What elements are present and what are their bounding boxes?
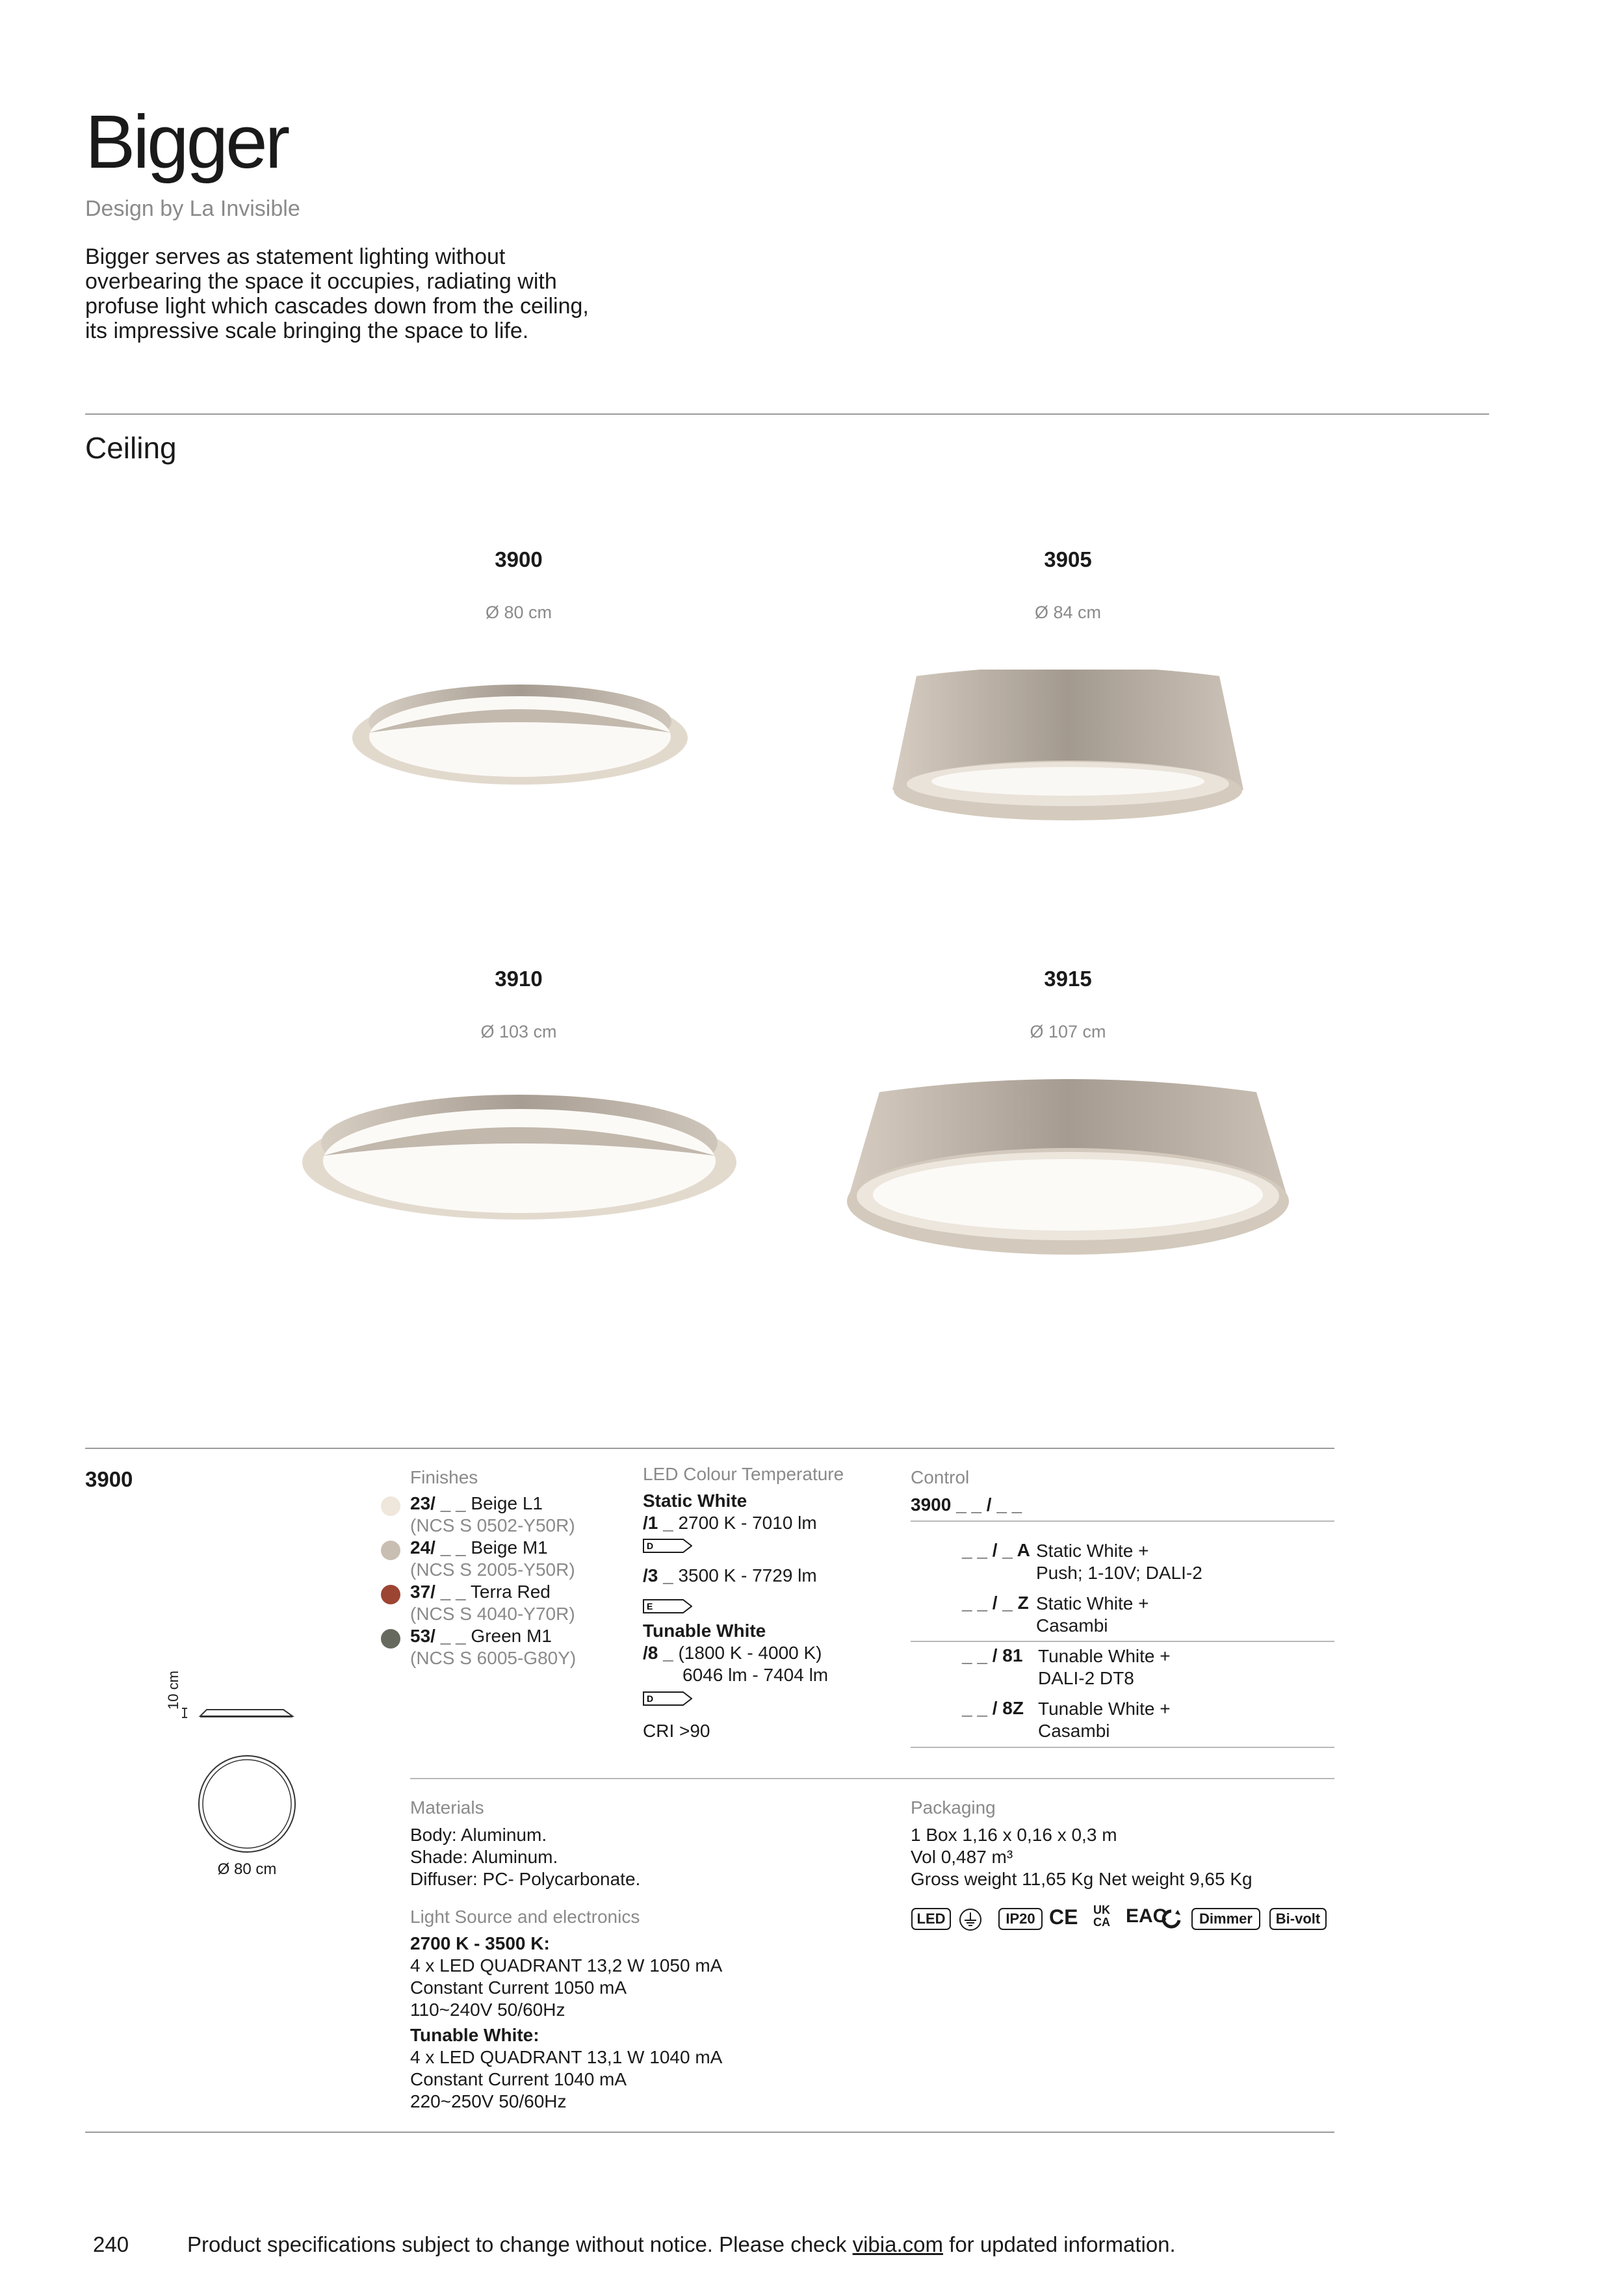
light-source-static-title: 2700 K - 3500 K: bbox=[410, 1933, 550, 1953]
ukca-top: UK bbox=[1093, 1903, 1110, 1916]
material-shade: Shade: Aluminum. bbox=[410, 1847, 558, 1867]
section-title: Ceiling bbox=[85, 431, 177, 465]
designer-credit: Design by La Invisible bbox=[85, 196, 300, 221]
lamp-3915-image bbox=[844, 1079, 1292, 1258]
control-code: _ _ / _ Z bbox=[962, 1593, 1029, 1613]
led-value: 3500 K - 7729 lm bbox=[678, 1565, 817, 1585]
material-diffuser: Diffuser: PC- Polycarbonate. bbox=[410, 1869, 641, 1889]
ce-mark: CE bbox=[1049, 1905, 1078, 1929]
light-source-tunable-title: Tunable White: bbox=[410, 2025, 539, 2045]
model-code: 3900 bbox=[495, 547, 543, 571]
lamp-3910-image bbox=[301, 1079, 738, 1222]
finish-code: 24/ _ _ bbox=[410, 1537, 466, 1558]
light-source-line: 4 x LED QUADRANT 13,1 W 1040 mA bbox=[410, 2047, 723, 2067]
light-source-line: Constant Current 1050 mA bbox=[410, 1977, 627, 1998]
light-source-static bbox=[410, 1933, 722, 2021]
control-divider bbox=[911, 1747, 1334, 1748]
control-line: Tunable White + bbox=[1038, 1646, 1171, 1666]
finish-item bbox=[410, 1537, 575, 1581]
light-source-line: 220~250V 50/60Hz bbox=[410, 2091, 567, 2111]
footer-website-link[interactable]: vibia.com bbox=[852, 2232, 943, 2256]
finish-name: Beige M1 bbox=[471, 1537, 548, 1558]
finish-swatch-terra-red bbox=[381, 1585, 400, 1604]
control-line: Static White + bbox=[1036, 1593, 1149, 1613]
finish-ncs: (NCS S 0502-Y50R) bbox=[410, 1515, 575, 1535]
finish-ncs: (NCS S 6005-G80Y) bbox=[410, 1648, 577, 1668]
tunable-white-title: Tunable White bbox=[643, 1621, 766, 1641]
ukca-mark bbox=[1093, 1904, 1110, 1929]
energy-class-text: D bbox=[647, 1541, 654, 1551]
model-diameter: Ø 80 cm bbox=[485, 603, 552, 622]
finish-item bbox=[410, 1581, 575, 1625]
lamp-3900-image bbox=[351, 666, 689, 787]
model-code: 3915 bbox=[1044, 967, 1092, 991]
finish-name: Green M1 bbox=[471, 1626, 552, 1646]
spec-middle-divider bbox=[410, 1778, 1334, 1779]
eac-mark: EAC bbox=[1126, 1905, 1167, 1927]
tunable-white-row bbox=[643, 1642, 822, 1664]
static-white-title: Static White bbox=[643, 1491, 747, 1511]
control-code: _ _ / 81 bbox=[962, 1645, 1023, 1665]
packaging-volume: Vol 0,487 m³ bbox=[911, 1847, 1013, 1867]
top-view-drawing bbox=[195, 1752, 299, 1856]
finish-ncs: (NCS S 2005-Y50R) bbox=[410, 1559, 575, 1580]
control-line: DALI-2 DT8 bbox=[1038, 1668, 1134, 1688]
led-temp-label: LED Colour Temperature bbox=[643, 1464, 844, 1484]
model-diameter: Ø 103 cm bbox=[480, 1022, 557, 1041]
material-body: Body: Aluminum. bbox=[410, 1825, 547, 1845]
page-number: 240 bbox=[93, 2232, 129, 2256]
lamp-3905-image bbox=[890, 670, 1245, 822]
bivolt-badge: Bi-volt bbox=[1269, 1908, 1327, 1930]
finish-name: Beige L1 bbox=[471, 1493, 543, 1513]
finish-swatch-beige-l1 bbox=[381, 1496, 400, 1516]
energy-class-badge bbox=[643, 1691, 692, 1706]
spec-top-divider bbox=[85, 1448, 1334, 1449]
energy-class-text: D bbox=[647, 1693, 654, 1704]
ground-icon bbox=[958, 1907, 983, 1932]
control-divider bbox=[911, 1641, 1334, 1642]
control-reference: 3900 _ _ / _ _ bbox=[911, 1494, 1022, 1515]
model-code: 3905 bbox=[1044, 547, 1092, 571]
energy-class-badge bbox=[643, 1599, 692, 1613]
spec-bottom-divider bbox=[85, 2132, 1334, 2133]
footer-text-after: for updated information. bbox=[942, 2232, 1176, 2256]
control-line: Static White + bbox=[1036, 1541, 1149, 1561]
finish-item bbox=[410, 1625, 576, 1669]
packaging-info bbox=[911, 1824, 1253, 1890]
energy-class-text: E bbox=[647, 1601, 653, 1611]
led-value: 2700 K - 7010 lm bbox=[678, 1513, 817, 1533]
control-line: Casambi bbox=[1036, 1615, 1108, 1636]
footer-disclaimer bbox=[187, 2232, 1176, 2257]
static-white-1 bbox=[643, 1512, 817, 1534]
control-desc bbox=[1038, 1645, 1171, 1689]
finish-ncs: (NCS S 4040-Y70R) bbox=[410, 1604, 575, 1624]
model-code: 3910 bbox=[495, 967, 543, 991]
led-code: /8 _ bbox=[643, 1643, 673, 1663]
recycle-icon bbox=[1161, 1909, 1182, 1931]
light-source-line: Constant Current 1040 mA bbox=[410, 2069, 627, 2089]
light-source-tunable bbox=[410, 2024, 722, 2113]
control-line: Tunable White + bbox=[1038, 1699, 1171, 1719]
product-title: Bigger bbox=[85, 99, 288, 184]
model-diameter: Ø 107 cm bbox=[1030, 1022, 1106, 1041]
led-code: /3 _ bbox=[643, 1565, 673, 1585]
energy-class-badge bbox=[643, 1539, 692, 1553]
spec-model-code: 3900 bbox=[85, 1467, 133, 1491]
light-source-line: 4 x LED QUADRANT 13,2 W 1050 mA bbox=[410, 1955, 723, 1976]
control-line: Push; 1-10V; DALI-2 bbox=[1036, 1563, 1202, 1583]
packaging-weight: Gross weight 11,65 Kg Net weight 9,65 Kg bbox=[911, 1869, 1253, 1889]
finish-code: 37/ _ _ bbox=[410, 1582, 466, 1602]
led-value: (1800 K - 4000 K) bbox=[678, 1643, 822, 1663]
header-divider bbox=[85, 413, 1489, 415]
control-line: Casambi bbox=[1038, 1721, 1110, 1741]
finish-swatch-green-m1 bbox=[381, 1629, 400, 1649]
light-source-label: Light Source and electronics bbox=[410, 1907, 640, 1927]
control-desc bbox=[1036, 1540, 1202, 1584]
finish-code: 23/ _ _ bbox=[410, 1493, 466, 1513]
packaging-box: 1 Box 1,16 x 0,16 x 0,3 m bbox=[911, 1825, 1117, 1845]
tunable-lumen: 6046 lm - 7404 lm bbox=[682, 1665, 829, 1685]
ukca-bottom: CA bbox=[1093, 1916, 1110, 1929]
footer-text-before: Product specifications subject to change without notice. Please check bbox=[187, 2232, 853, 2256]
control-code: _ _ / _ A bbox=[962, 1540, 1030, 1560]
dimmer-badge: Dimmer bbox=[1191, 1908, 1260, 1930]
packaging-label: Packaging bbox=[911, 1797, 996, 1818]
control-divider bbox=[911, 1520, 1334, 1522]
cri-value: CRI >90 bbox=[643, 1721, 710, 1741]
light-source-line: 110~240V 50/60Hz bbox=[410, 2000, 565, 2020]
control-desc bbox=[1036, 1593, 1149, 1637]
control-desc bbox=[1038, 1698, 1171, 1742]
finish-name: Terra Red bbox=[470, 1582, 551, 1602]
static-white-3 bbox=[643, 1565, 817, 1587]
model-diameter: Ø 84 cm bbox=[1034, 603, 1102, 622]
finish-code: 53/ _ _ bbox=[410, 1626, 466, 1646]
finishes-label: Finishes bbox=[410, 1467, 478, 1487]
materials-label: Materials bbox=[410, 1797, 484, 1818]
diameter-dimension: Ø 80 cm bbox=[217, 1860, 277, 1878]
height-dimension: 10 cm bbox=[165, 1671, 181, 1710]
control-label: Control bbox=[911, 1467, 970, 1487]
side-view-drawing bbox=[182, 1703, 299, 1723]
materials-list bbox=[410, 1824, 640, 1890]
led-code: /1 _ bbox=[643, 1513, 673, 1533]
finish-item bbox=[410, 1493, 575, 1537]
product-description: Bigger serves as statement lighting without overbearing the space it occupies, radiating with profuse light which cascades down from the ceiling, its impressive scale bringing the space to life. bbox=[85, 244, 589, 343]
ip20-badge: IP20 bbox=[998, 1908, 1043, 1930]
control-code: _ _ / 8Z bbox=[962, 1698, 1024, 1718]
led-badge: LED bbox=[911, 1908, 951, 1930]
finish-swatch-beige-m1 bbox=[381, 1541, 400, 1560]
